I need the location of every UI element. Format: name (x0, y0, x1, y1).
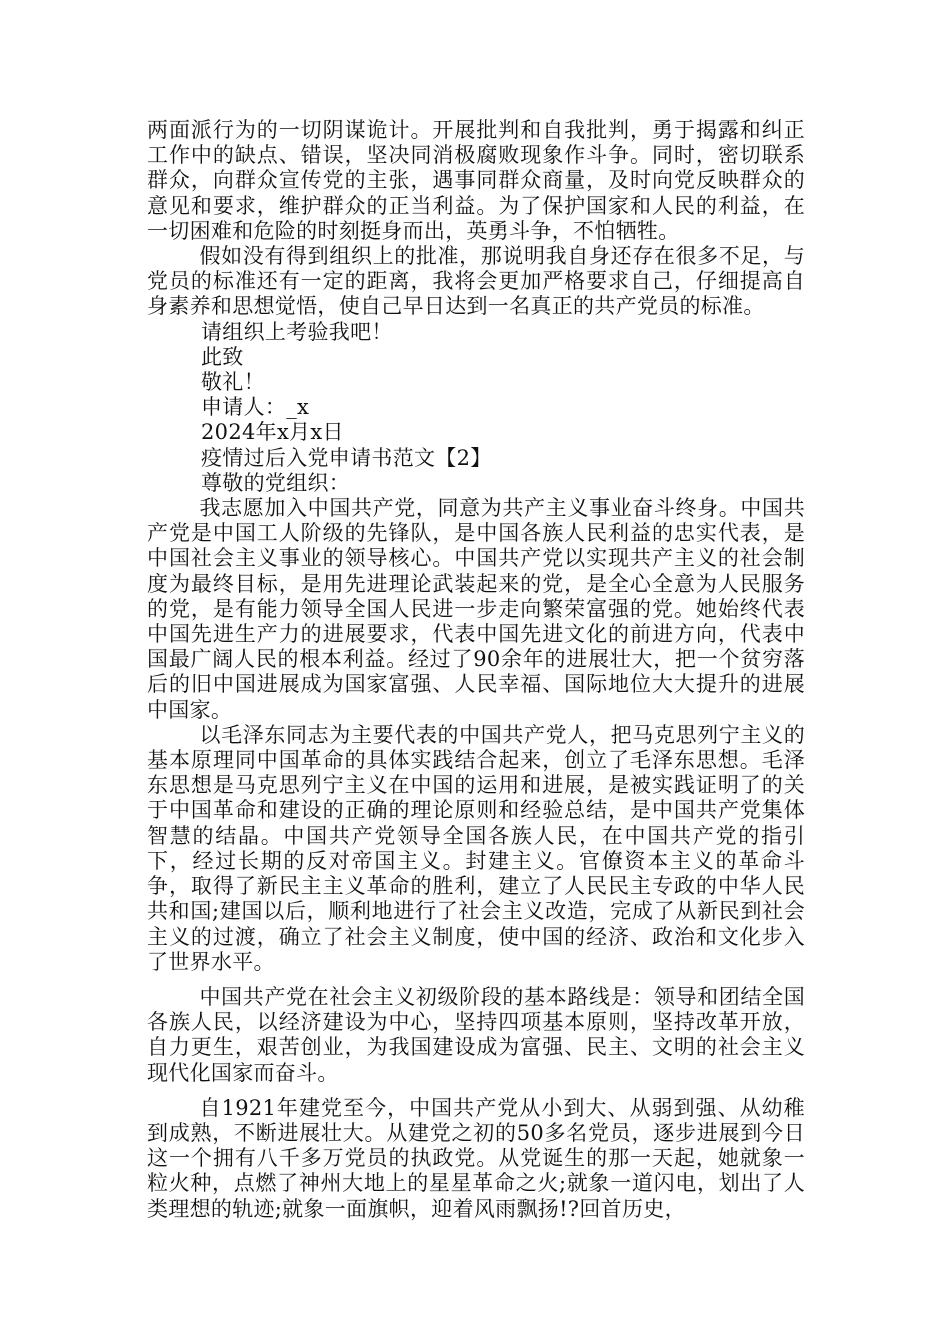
paragraph-basic-line: 中国共产党在社会主义初级阶段的基本路线是：领导和团结全国各族人民，以经济建设为中心，坚持四项基本原则，坚持改革开放，自力更生，艰苦创业，为我国建设成为富强、民主、文明的社会主义现代化国家而奋斗。 (147, 984, 805, 1085)
document-page (147, 118, 805, 1222)
date-line: 2024年x月x日 (201, 420, 344, 445)
paragraph-volunteer: 我志愿加入中国共产党，同意为共产主义事业奋斗终身。中国共产党是中国工人阶级的先锋队，是中国各族人民利益的忠实代表，是中国社会主义事业的领导核心。中国共产党以实现共产主义的社会制度为最终目标，是用先进理论武装起来的党，是全心全意为人民服务的党，是有能力领导全国人民进一步走向繁荣富强的党。她始终代表中国先进生产力的进展要求，代表中国先进文化的前进方向，代表中国最广阔人民的根本利益。经过了90余年的进展壮大，把一个贫穷落后的旧中国进展成为国家富强、人民幸福、国际地位大大提升的进展中国家。 (147, 496, 805, 722)
salutation: 尊敬的党组织： (201, 470, 351, 495)
section-heading: 疫情过后入党申请书范文【2】 (201, 445, 492, 470)
paragraph-not-approved: 假如没有得到组织上的批准，那说明我自身还存在很多不足，与党员的标准还有一定的距离，我将会更加严格要求自己，仔细提高自身素养和思想觉悟，使自己早日达到一名真正的共产党员的标准。 (147, 244, 805, 319)
closing-jingli: 敬礼！ (201, 370, 265, 395)
paragraph-mao-thought: 以毛泽东同志为主要代表的中国共产党人，把马克思列宁主义的基本原理同中国革命的具体实践结合起来，创立了毛泽东思想。毛泽东思想是马克思列宁主义在中国的运用和进展，是被实践证明了的关于中国革命和建设的正确的理论原则和经验总结，是中国共产党集体智慧的结晶。中国共产党领导全国各族人民，在中国共产党的指引下，经过长期的反对帝国主义。封建主义。官僚资本主义的革命斗争，取得了新民主主义革命的胜利，建立了人民民主专政的中华人民共和国;建国以后，顺利地进行了社会主义改造，完成了从新民到社会主义的过渡，确立了社会主义制度，使中国的经济、政治和文化步入了世界水平。 (147, 722, 805, 974)
paragraph-continuation: 两面派行为的一切阴谋诡计。开展批判和自我批判，勇于揭露和纠正工作中的缺点、错误，坚决同消极腐败现象作斗争。同时，密切联系群众，向群众宣传党的主张，遇事同群众商量，及时向党反映群众的意见和要求，维护群众的正当利益。为了保护国家和人民的利益，在一切困难和危险的时刻挺身而出，英勇斗争，不怕牺牲。 (147, 118, 805, 243)
applicant-line: 申请人：_x (201, 395, 310, 420)
closing-request-line: 请组织上考验我吧！ (201, 319, 393, 344)
paragraph-history: 自1921年建党至今，中国共产党从小到大、从弱到强、从幼稚到成熟，不断进展壮大。从建党之初的50多名党员，逐步进展到今日这一个拥有八千多万党员的执政党。从党诞生的那一天起，她就象一粒火种，点燃了神州大地上的星星革命之火;就象一道闪电，划出了人类理想的轨迹;就象一面旗帜，迎着风雨飘扬!?回首历史， (147, 1095, 805, 1221)
closing-cizhi: 此致 (201, 344, 244, 369)
